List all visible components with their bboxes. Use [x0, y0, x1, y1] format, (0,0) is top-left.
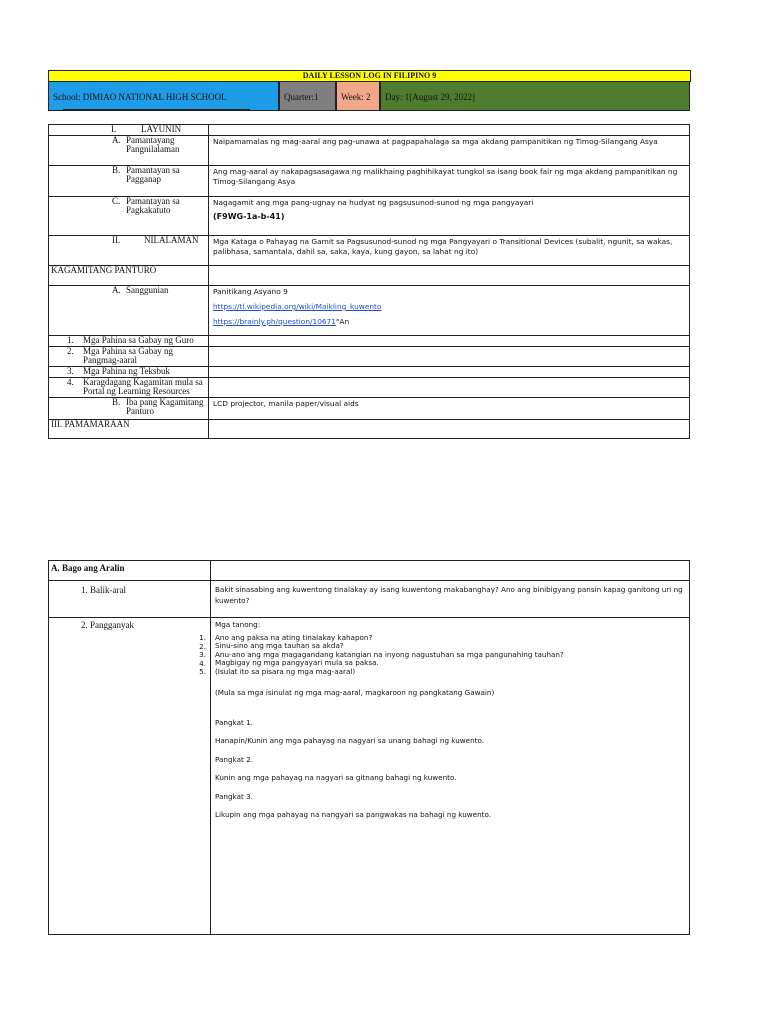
brainly-link-suffix: "An: [336, 317, 350, 326]
table-row: [49, 618, 690, 935]
pagkakatuto-text: Nagagamit ang mga pang-ugnay na hudyat ng pagsusunod-sunod ng mga pangyayari: [213, 198, 534, 207]
pamamaraan-content: [209, 420, 690, 439]
pangganyak-label: 2. Pangganyak: [81, 620, 134, 630]
pamamaraan-label: III. PAMAMARAAN: [49, 420, 209, 439]
pagganap-label: Pamantayan sa Pagganap: [126, 165, 180, 184]
teksbuk-cell: [49, 367, 209, 378]
bago-content: [211, 561, 690, 581]
table-row: [49, 197, 690, 236]
table-row: [49, 166, 690, 197]
pangnilalaman-text: Naipamamalas ng mag-aaral ang pag-unawa at pagpapahalaga sa mga akdang pampanitikan ng Timog-Silangang Asya: [209, 136, 690, 166]
gabay-mag-aaral-mark: 2.: [67, 346, 74, 356]
questions-intro: Mga tanong:: [215, 620, 261, 629]
layunin-mark: I.: [111, 124, 117, 134]
pagganap-text: Ang mag-aaral ay nakapagsasagawa ng malikhaing paghihikayat tungkol sa isang book fair ng mga akdang pampanitikan ng Timog-Silangang Asya: [209, 166, 690, 197]
table-row: [49, 266, 690, 286]
iba-pang-mark: B.: [112, 397, 121, 407]
sanggunian-content: [209, 286, 690, 336]
pagkakatuto-mark: C.: [112, 196, 121, 206]
group-name: Pangkat 1.: [215, 717, 253, 727]
table-row: [49, 420, 690, 439]
table-row: [49, 561, 690, 581]
school-underline: [63, 109, 250, 110]
pangganyak-cell: [49, 618, 211, 935]
table-row: [49, 398, 690, 420]
week-cell: [336, 81, 380, 111]
nilalaman-label: NILALAMAN: [144, 235, 199, 245]
quarter-cell: [279, 81, 336, 111]
textbook-title: Panitikang Asyano 9: [213, 287, 288, 296]
question-number: 5.: [199, 667, 206, 676]
school-cell: [48, 81, 279, 111]
question-list: [215, 634, 685, 677]
layunin-cell: [49, 125, 209, 136]
iba-pang-cell: [49, 398, 209, 420]
layunin-label: LAYUNIN: [141, 124, 182, 134]
group-list: [215, 718, 685, 821]
pangnilalaman-label: Pamantayang Pangnilalaman: [126, 135, 180, 154]
gabay-guro-cell: [49, 336, 209, 347]
pagganap-cell: [49, 166, 209, 197]
question-item: Magbigay ng mga pangyayari mula sa paksa.: [215, 658, 379, 667]
karagdagang-cell: [49, 378, 209, 398]
iba-pang-label: Iba pang Kagamitang Panturo: [126, 397, 204, 416]
brainly-link[interactable]: https://brainly.ph/question/10671: [213, 317, 337, 326]
gabay-guro-label: Mga Pahina sa Gabay ng Guro: [83, 335, 194, 345]
question-number: 1.: [199, 633, 206, 642]
table-row: [49, 378, 690, 398]
pangnilalaman-mark: A.: [112, 135, 121, 145]
bago-label: A. Bago ang Aralin: [49, 561, 211, 581]
teksbuk-label: Mga Pahina ng Teksbuk: [83, 366, 170, 376]
question-item: Ano ang paksa na ating tinalakay kahapon?: [215, 632, 373, 642]
table-row: [49, 125, 690, 136]
table-row: [49, 581, 690, 618]
group-task: Hanapin/Kunin ang mga pahayag na nagyari sa unang bahagi ng kuwento.: [215, 736, 485, 745]
karagdagang-label: Karagdagang Kagamitan mula sa Portal ng Learning Resources: [83, 377, 203, 396]
balik-aral-label: 1. Balik-aral: [49, 581, 211, 618]
group-name: Pangkat 2.: [215, 754, 253, 764]
nilalaman-mark: II.: [112, 235, 121, 245]
kagamitan-content: [209, 266, 690, 286]
group-task: Kunin ang mga pahayag na nagyari sa gitnang bahagi ng kuwento.: [215, 773, 457, 782]
gabay-mag-aaral-content: [209, 347, 690, 367]
layunin-content: [209, 125, 690, 136]
group-instruction: (Mula sa mga isinulat ng mga mag-aaral, magkaroon ng pangkatang Gawain): [215, 688, 495, 697]
sanggunian-label: Sanggunian: [126, 285, 169, 295]
pangganyak-content: [211, 618, 690, 935]
group-task: Likupin ang mga pahayag na nangyari sa pangwakas na bahagi ng kuwento.: [215, 810, 492, 819]
nilalaman-cell: [49, 236, 209, 266]
question-item: (Isulat ito sa pisara ng mga mag-aaral): [215, 666, 356, 676]
gabay-guro-mark: 1.: [67, 335, 74, 345]
gabay-mag-aaral-label: Mga Pahina sa Gabay ng Pangmag-aaral: [83, 346, 173, 365]
question-number: 4.: [199, 658, 206, 668]
question-item: Sinu-sino ang mga tauhan sa akda?: [215, 641, 344, 650]
sanggunian-cell: [49, 286, 209, 336]
table-row: [49, 136, 690, 166]
question-number: 2.: [199, 641, 206, 651]
table-row: [49, 367, 690, 378]
question-number: 3.: [199, 650, 206, 659]
week-label: Week: 2: [341, 92, 371, 102]
school-label: School: DIMIAO NATIONAL HIGH SCHOOL: [53, 92, 227, 102]
teksbuk-mark: 3.: [67, 366, 74, 376]
pagkakatuto-cell: [49, 197, 209, 236]
karagdagang-mark: 4.: [67, 377, 74, 387]
pagganap-mark: B.: [112, 165, 121, 175]
balik-aral-text: Bakit sinasabing ang kuwentong tinalakay ay isang kuwentong makabanghay? Ano ang binibigyang pansin kapag ganitong uri ng kuwento?: [211, 581, 690, 618]
day-cell: [380, 81, 690, 111]
iba-pang-text: LCD projector, manila paper/visual aids: [209, 398, 690, 420]
nilalaman-text: Mga Kataga o Pahayag na Gamit sa Pagsusunod-sunod ng mga Pangyayari o Transitional Devices (subalit, ngunit, sa wakas, palibhasa, samantala, dahil sa, saka, kaya, kung gayon, sa lahat ng ito): [209, 236, 690, 266]
table-row: [49, 336, 690, 347]
quarter-label: Quarter:1: [284, 92, 319, 102]
group-name: Pangkat 3.: [215, 791, 253, 801]
procedure-table: [48, 560, 690, 935]
wikipedia-link[interactable]: https://tl.wikipedia.org/wiki/Maikling_kuwento: [213, 302, 382, 311]
lesson-log-title: DAILY LESSON LOG IN FILIPINO 9: [48, 70, 691, 82]
table-row: [49, 347, 690, 367]
sanggunian-mark: A.: [112, 285, 121, 295]
karagdagang-content: [209, 378, 690, 398]
objectives-table: [48, 124, 690, 439]
day-label: Day: 1[August 29, 2022]: [385, 92, 475, 102]
question-item: Anu-ano ang mga magagandang katangian na inyong nagustuhan sa mga pangunahing tauhan?: [215, 649, 564, 659]
pagkakatuto-label: Pamantayan sa Pagkakatuto: [126, 196, 180, 215]
gabay-mag-aaral-cell: [49, 347, 209, 367]
table-row: [49, 286, 690, 336]
table-row: [49, 236, 690, 266]
teksbuk-content: [209, 367, 690, 378]
kagamitan-label: KAGAMITANG PANTURO: [49, 266, 209, 286]
gabay-guro-content: [209, 336, 690, 347]
question-numbers: [199, 634, 206, 677]
pangnilalaman-cell: [49, 136, 209, 166]
competency-code: (F9WG-1a-b-41): [213, 212, 285, 221]
pagkakatuto-content: [209, 197, 690, 236]
